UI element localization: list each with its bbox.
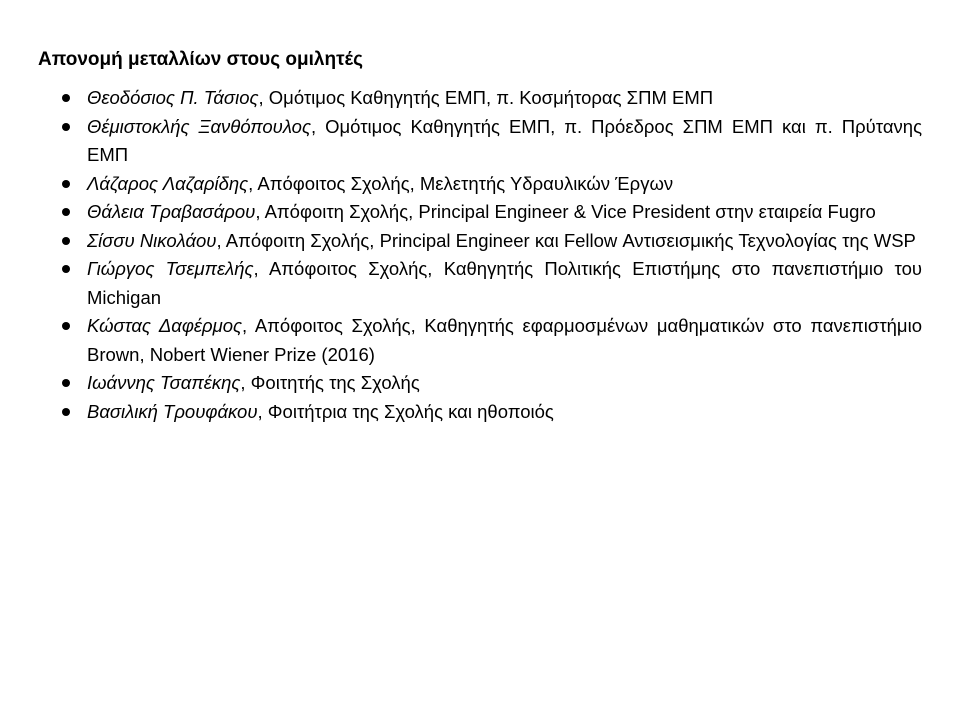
bullet-icon	[62, 180, 70, 188]
speaker-name: Θεοδόσιος Π. Τάσιος	[87, 87, 259, 108]
list-item	[0, 113, 922, 170]
bullet-icon	[62, 408, 70, 416]
bullet-icon	[62, 208, 70, 216]
speaker-description: , Ομότιμος Καθηγητής ΕΜΠ, π. Κοσμήτορας ΣΠΜ ΕΜΠ	[258, 87, 714, 108]
list-item	[0, 255, 922, 312]
speaker-name: Κώστας Δαφέρμος	[87, 315, 243, 336]
bullet-icon	[62, 379, 70, 387]
list-item	[0, 198, 922, 227]
speaker-name: Γιώργος Τσεμπελής	[87, 258, 254, 279]
speaker-name: Θέμιστοκλής Ξανθόπουλος	[87, 115, 311, 137]
bullet-icon	[62, 94, 70, 102]
bullet-icon	[62, 322, 70, 330]
speaker-description: , Απόφοιτη Σχολής, Principal Engineer & Vice President στην εταιρεία Fugro	[255, 201, 876, 222]
speaker-description: , Απόφοιτος Σχολής, Καθηγητής εφαρμοσμένων μαθηματικών στο πανεπιστήμιο Brown, Nobert Wiener Prize (2016)	[87, 315, 922, 365]
speaker-name: Λάζαρος Λαζαρίδης	[87, 172, 249, 194]
speaker-description: , Φοιτητής της Σχολής	[240, 372, 420, 393]
speaker-list	[0, 84, 960, 426]
list-item	[0, 227, 922, 256]
list-item	[0, 369, 922, 398]
speaker-description: , Απόφοιτος Σχολής, Καθηγητής Πολιτικής Επιστήμης στο πανεπιστήμιο του Michigan	[87, 258, 922, 308]
speaker-description: , Απόφοιτος Σχολής, Μελετητής Υδραυλικών Έργων	[248, 172, 674, 194]
bullet-icon	[62, 123, 70, 131]
speaker-name: Σίσσυ Νικολάου	[87, 229, 217, 251]
page-title: Απονομή μεταλλίων στους ομιλητές	[38, 49, 363, 70]
speaker-description: , Φοιτήτρια της Σχολής και ηθοποιός	[257, 400, 554, 422]
speaker-description: , Απόφοιτη Σχολής, Principal Engineer και Fellow Αντισεισμικής Τεχνολογίας της WSP	[216, 229, 916, 251]
bullet-icon	[62, 237, 70, 245]
list-item	[0, 84, 922, 113]
bullet-icon	[62, 265, 70, 273]
speaker-name: Ιωάννης Τσαπέκης	[87, 372, 241, 393]
list-item	[0, 170, 922, 199]
speaker-name: Θάλεια Τραβασάρου	[87, 201, 256, 222]
speaker-name: Βασιλική Τρουφάκου	[87, 400, 258, 422]
list-item	[0, 312, 922, 369]
list-item	[0, 398, 922, 427]
speaker-description: , Ομότιμος Καθηγητής ΕΜΠ, π. Πρόεδρος ΣΠΜ ΕΜΠ και π. Πρύτανης ΕΜΠ	[87, 115, 922, 165]
